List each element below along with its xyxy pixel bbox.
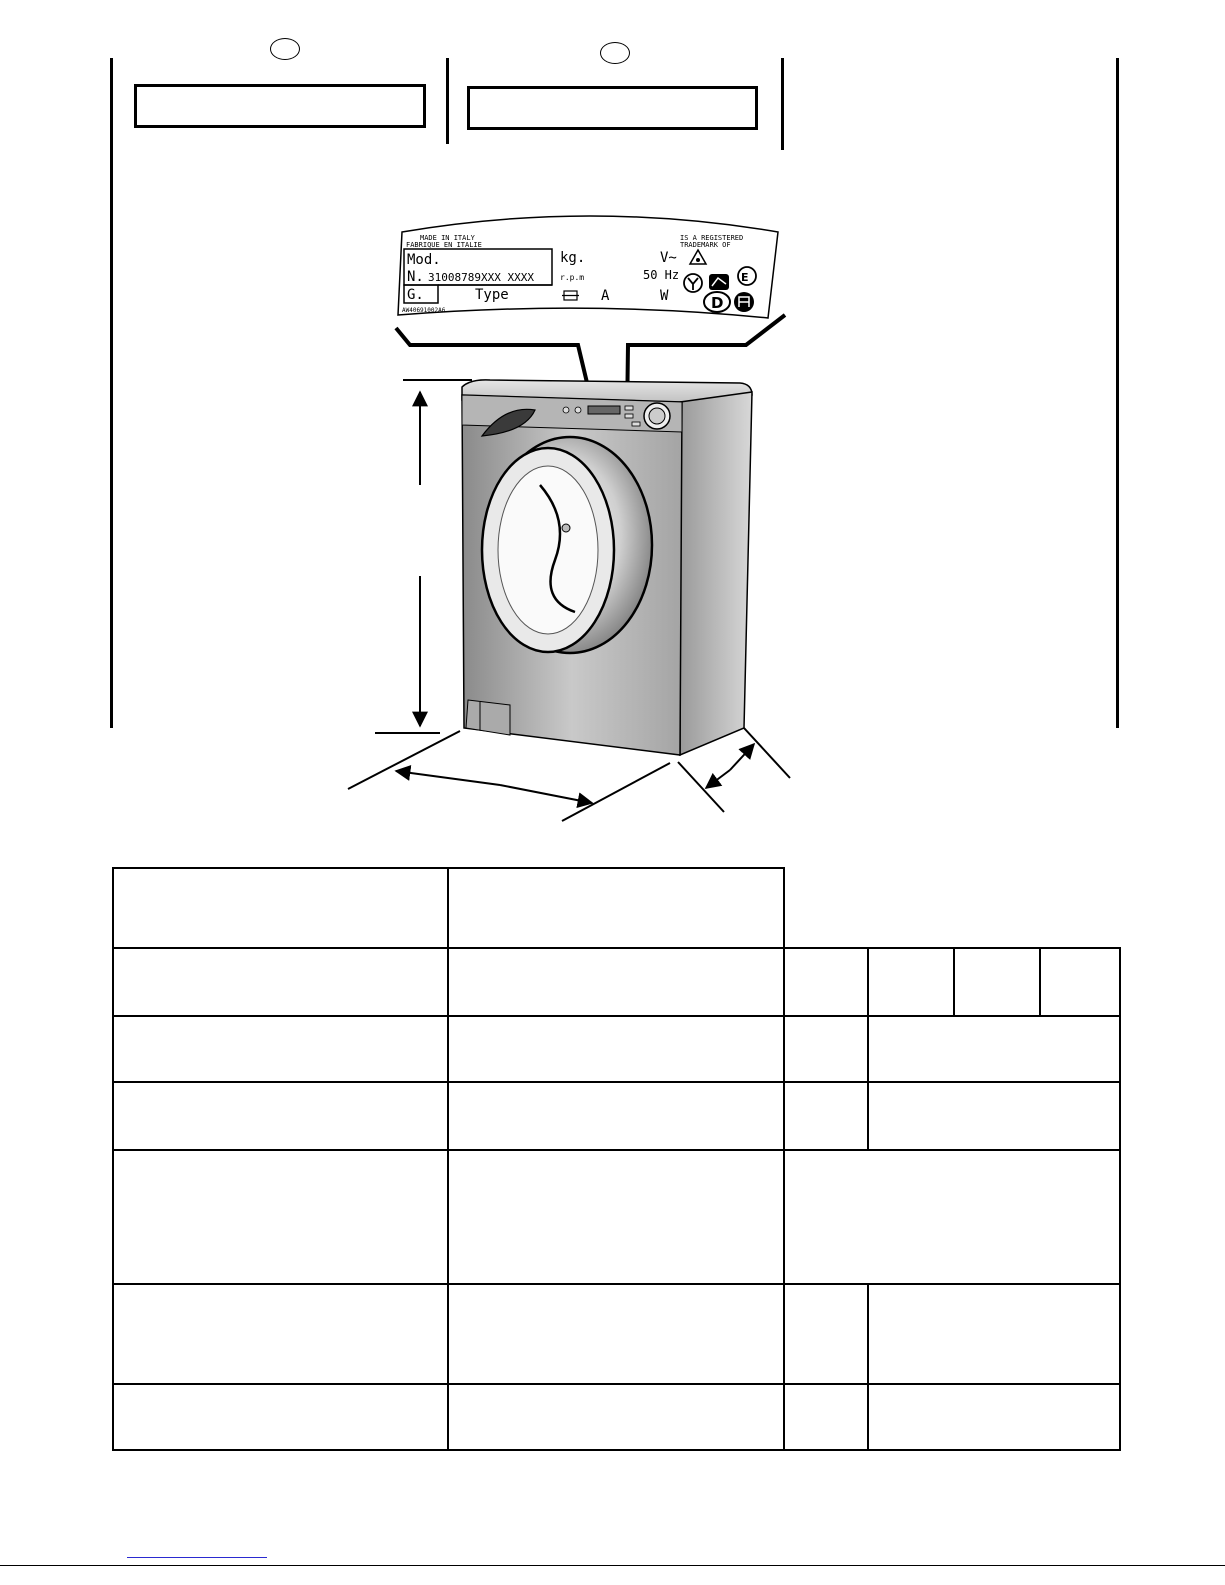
svg-text:E: E	[741, 271, 749, 284]
plate-registered-1: IS A REGISTERED	[680, 234, 744, 242]
plate-fuse-label: A	[601, 288, 610, 304]
footer-link[interactable]	[127, 1557, 267, 1558]
table-cell-value	[448, 868, 784, 948]
plate-made-in-1: MADE IN ITALY	[420, 234, 475, 242]
approval-mark-icon	[734, 292, 754, 312]
table-cell	[868, 1384, 1120, 1450]
rating-plate	[398, 216, 778, 318]
table-cell	[868, 948, 954, 1016]
table-cell	[784, 1384, 868, 1450]
table-cell-label	[113, 1150, 448, 1284]
table-cell	[868, 1016, 1120, 1082]
plate-mod-label: Mod.	[407, 252, 441, 268]
table-cell-value	[448, 1284, 784, 1384]
plate-type-label: Type	[475, 287, 509, 303]
technical-data-table	[112, 867, 1121, 1451]
table-cell-label	[113, 868, 448, 948]
table-cell-label	[113, 1284, 448, 1384]
table-cell	[784, 948, 868, 1016]
svg-text:D: D	[711, 294, 724, 312]
flag-mark-icon	[709, 274, 729, 290]
table-cell-label	[113, 1082, 448, 1150]
table-cell-empty	[784, 868, 1120, 948]
table-row	[113, 1150, 1120, 1284]
table-row	[113, 948, 1120, 1016]
table-cell-label	[113, 1384, 448, 1450]
table-cell	[784, 1284, 868, 1384]
table-row	[113, 1016, 1120, 1082]
plate-code: AW40691002A6	[402, 307, 446, 314]
plate-watt-label: W	[660, 288, 669, 304]
table-row	[113, 1284, 1120, 1384]
table-cell	[954, 948, 1040, 1016]
height-dimension	[375, 380, 472, 733]
washing-machine	[462, 380, 752, 755]
table-cell-value	[448, 948, 784, 1016]
table-cell	[784, 1150, 1120, 1284]
table-cell	[868, 1082, 1120, 1150]
plate-serial: 31008789XXX XXXX	[428, 271, 534, 284]
table-cell-value	[448, 1082, 784, 1150]
plate-kg-label: kg.	[560, 250, 586, 266]
table-cell-label	[113, 1016, 448, 1082]
table-row	[113, 1384, 1120, 1450]
plate-registered-2: TRADEMARK OF	[680, 241, 731, 249]
table-cell-value	[448, 1384, 784, 1450]
table-cell	[784, 1016, 868, 1082]
table-cell	[868, 1284, 1120, 1384]
table-cell-value	[448, 1150, 784, 1284]
table-cell-value	[448, 1016, 784, 1082]
table-cell	[784, 1082, 868, 1150]
table-row	[113, 868, 1120, 948]
plate-g-label: G.	[407, 287, 424, 303]
plate-made-in-2: FABRIQUE EN ITALIE	[406, 241, 482, 249]
plate-hz-label: 50 Hz	[643, 268, 680, 282]
page-bottom-rule	[0, 1565, 1225, 1566]
table-row	[113, 1082, 1120, 1150]
table-cell-label	[113, 948, 448, 1016]
d-mark-icon	[704, 292, 730, 312]
plate-n-label: N.	[407, 269, 424, 285]
plate-rpm-label: r.p.m	[560, 273, 585, 282]
plate-volt-label: V~	[660, 250, 677, 266]
table-cell	[1040, 948, 1120, 1016]
